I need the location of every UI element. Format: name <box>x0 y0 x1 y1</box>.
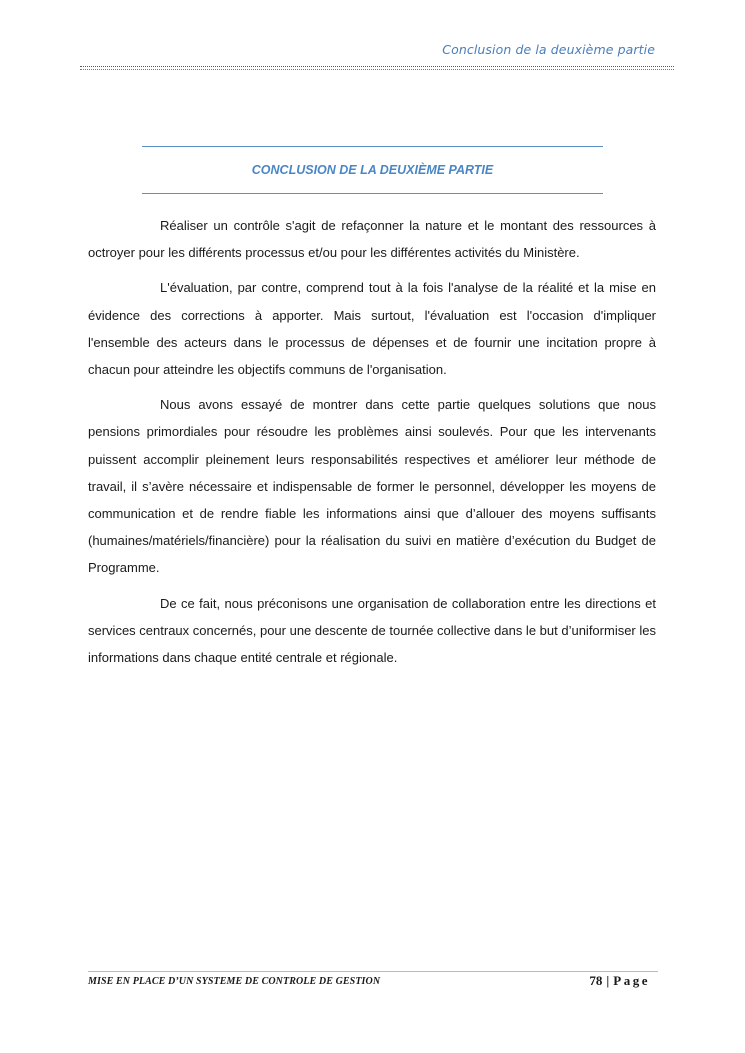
footer-document-title: MISE EN PLACE D’UN SYSTEME DE CONTROLE DE GESTION <box>88 976 381 987</box>
page-number: 78 <box>589 973 603 988</box>
header-divider-secondary <box>80 69 674 70</box>
paragraph: L'évaluation, par contre, comprend tout à la fois l'analyse de la réalité et la mise en évidence des corrections à apporter. Mais surtout, l'évaluation est l'occasion d'impliquer l'ensemble des acteurs dans le processus de dépenses et de fournir une incitation propre à chacun pour atteindre les objectifs communs de l'organisation. <box>88 280 656 378</box>
page-label: Page <box>613 973 650 988</box>
page-number-block <box>589 973 650 989</box>
section-title-box <box>142 146 603 194</box>
body-text <box>88 212 656 679</box>
paragraph: Nous avons essayé de montrer dans cette partie quelques solutions que nous pensions primordiales pour résoudre les problèmes ainsi soulevés. Pour que les intervenants puissent accomplir pleinement leurs responsabilités respectives et améliorer leur méthode de travail, il s’avère nécessaire et indispensable de former le personnel, développer les moyens de communication et de rendre fiable les informations ainsi que d’allouer des moyens suffisants (humaines/matériels/financière) pour la réalisation du suivi en matière d’exécution du Budget de Programme. <box>88 397 656 576</box>
page-separator: | <box>606 973 610 988</box>
footer-divider <box>88 971 658 972</box>
paragraph: Réaliser un contrôle s'agit de refaçonner la nature et le montant des ressources à octroyer pour les différents processus et/ou pour les différentes activités du Ministère. <box>88 218 656 261</box>
section-title: CONCLUSION DE LA DEUXIÈME PARTIE <box>251 163 494 177</box>
paragraph: De ce fait, nous préconisons une organisation de collaboration entre les directions et services centraux concernés, pour une descente de tournée collective dans le but d’uniformiser les informations dans chaque entité centrale et régionale. <box>88 595 656 666</box>
header-divider <box>80 66 674 67</box>
running-header: Conclusion de la deuxième partie <box>442 42 655 57</box>
